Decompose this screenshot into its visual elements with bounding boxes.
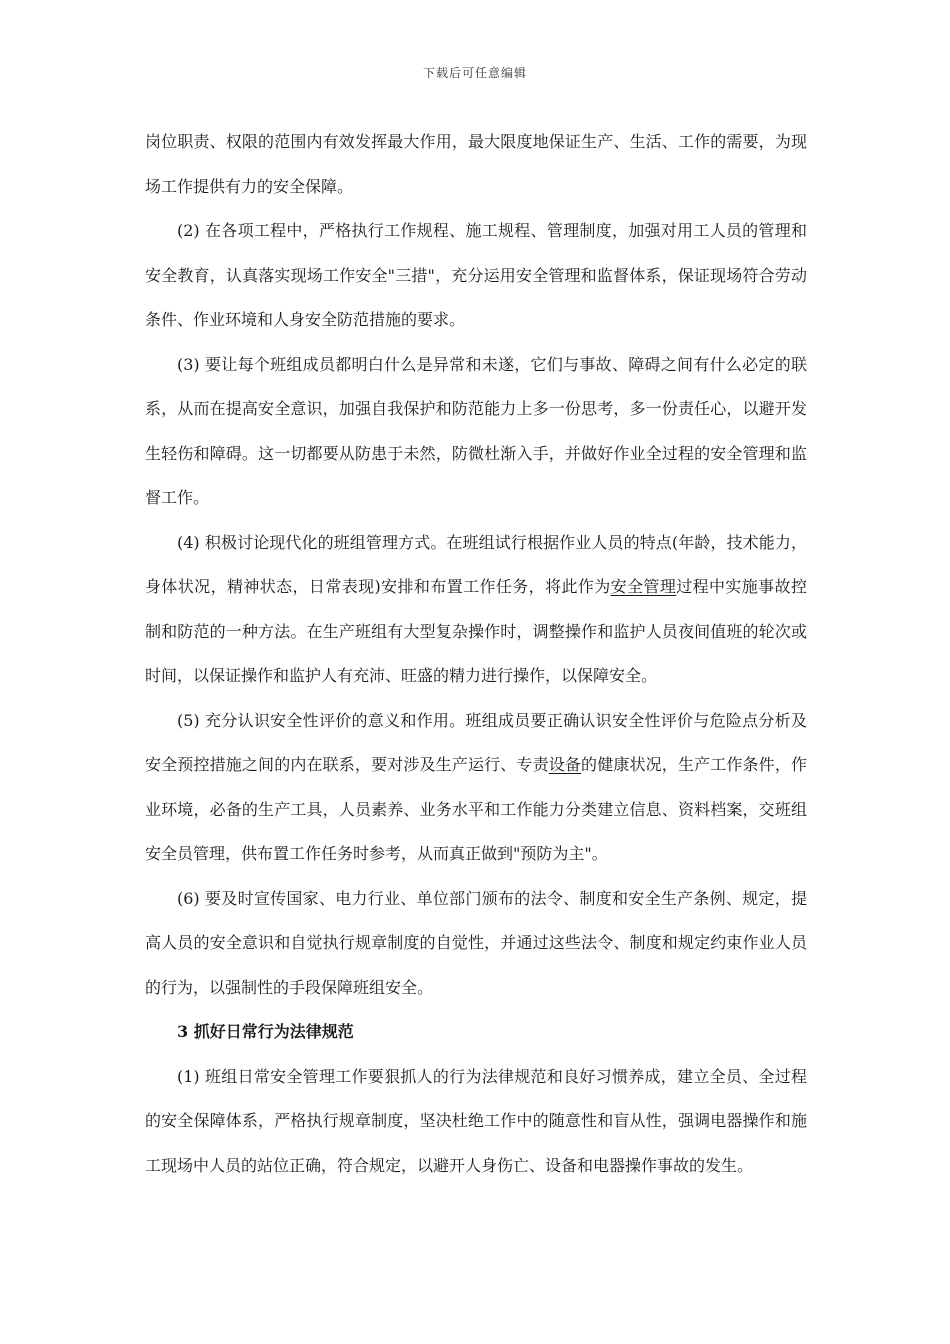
paragraph-item-2: (2) 在各项工程中，严格执行工作规程、施工规程、管理制度，加强对用工人员的管理和安全教育，认真落实现场工作安全"三措"，充分运用安全管理和监督体系，保证现场符合劳动条件、作业环境和人身安全防范措施的要求。 — [145, 221, 807, 329]
section-heading: 3 抓好日常行为法律规范 — [177, 1022, 354, 1041]
paragraph-continued: 岗位职责、权限的范围内有效发挥最大作用，最大限度地保证生产、生活、工作的需要，为现场工作提供有力的安全保障。 — [145, 132, 807, 196]
document-body — [145, 120, 807, 1188]
safety-management-link[interactable]: 安全管理 — [610, 577, 677, 596]
paragraph-text: 的健康状况，生产工作条件，作业环境，必备的生产工具，人员素养、业务水平和工作能力分类建立信息、资料档案，交班组安全员管理，供布置工作任务时参考，从而真正做到"预防为主"。 — [145, 755, 807, 863]
paragraph-item-4 — [145, 521, 807, 699]
paragraph-text: 过程中实施事故控制和防范的一种方法。在生产班组有大型复杂操作时，调整操作和监护人员夜间值班的轮次或时间，以保证操作和监护人有充沛、旺盛的精力进行操作，以保障安全。 — [145, 577, 807, 685]
paragraph-text: (5) 充分认识安全性评价的意义和作用。班组成员要正确认识安全性评价与危险点分析及安全预控措施之间的内在联系，要对涉及生产运行、专责 — [145, 710, 807, 774]
paragraph-text: (4) 积极讨论现代化的班组管理方式。在班组试行根据作业人员的特点(年龄，技术能力，身体状况，精神状态，日常表现)安排和布置工作任务，将此作为 — [145, 532, 807, 596]
paragraph-item-3: (3) 要让每个班组成员都明白什么是异常和未遂，它们与事故、障碍之间有什么必定的联系，从而在提高安全意识，加强自我保护和防范能力上多一份思考，多一份责任心，以避开发生轻伤和障碍。这一切都要从防患于未然，防微杜渐入手，并做好作业全过程的安全管理和监督工作。 — [145, 354, 807, 507]
paragraph-item-1: (1) 班组日常安全管理工作要狠抓人的行为法律规范和良好习惯养成，建立全员、全过程的安全保障体系，严格执行规章制度，坚决杜绝工作中的随意性和盲从性，强调电器操作和施工现场中人员的站位正确，符合规定，以避开人身伤亡、设备和电器操作事故的发生。 — [145, 1066, 807, 1175]
paragraph-item-5 — [145, 699, 807, 877]
page-header: 下载后可任意编辑 — [422, 66, 527, 80]
paragraph-item-6: (6) 要及时宣传国家、电力行业、单位部门颁布的法令、制度和安全生产条例、规定，提高人员的安全意识和自觉执行规章制度的自觉性，并通过这些法令、制度和规定约束作业人员的行为，以强制性的手段保障班组安全。 — [145, 888, 807, 997]
equipment-link[interactable]: 设备 — [548, 755, 582, 774]
